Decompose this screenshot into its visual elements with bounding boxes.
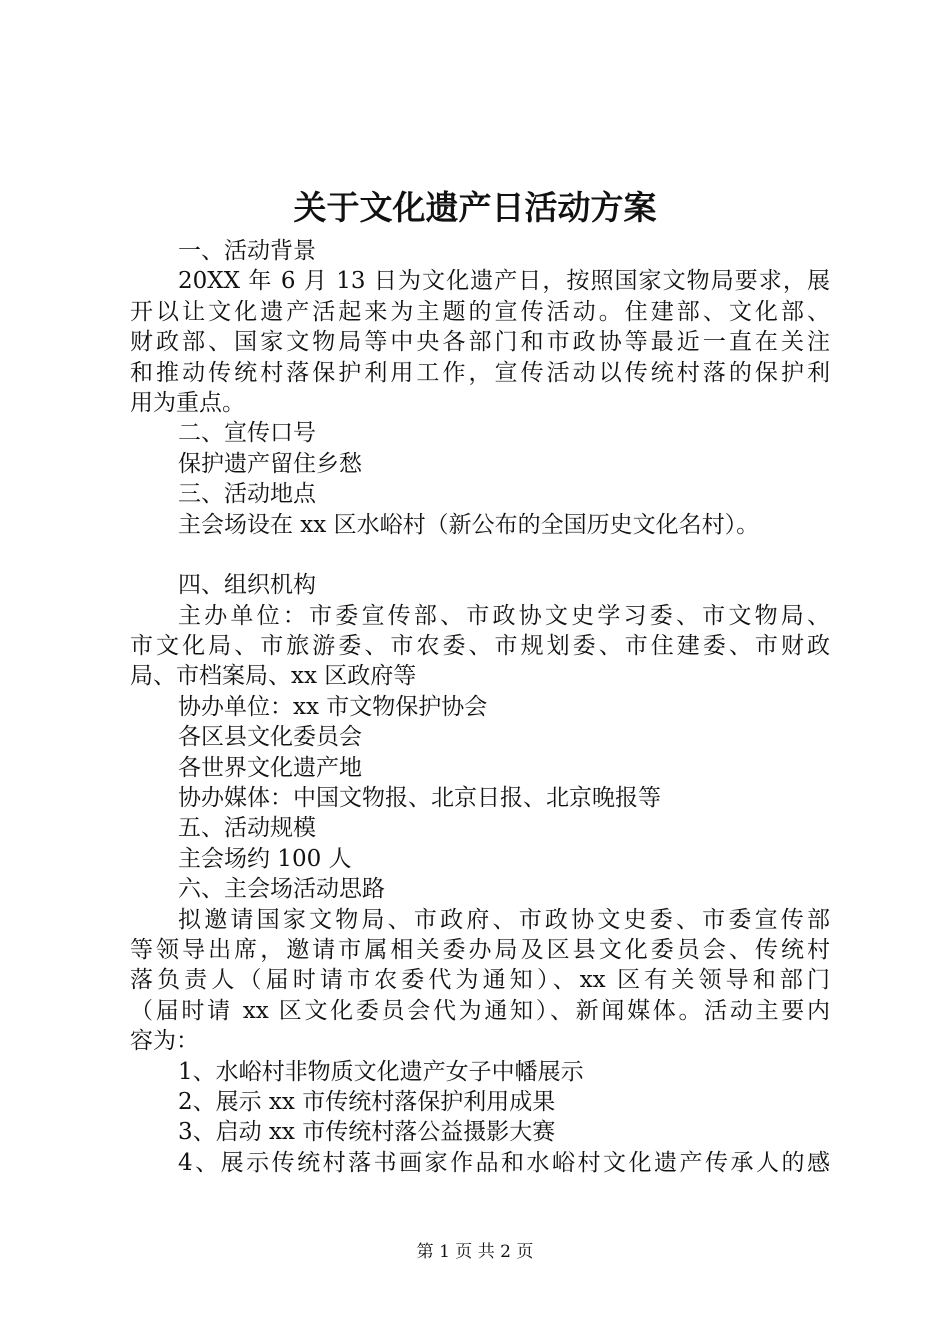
- document-body: [130, 236, 830, 1178]
- paragraph-line: 拟邀请国家文物局、市政府、市政协文史委、市委宣传部: [178, 906, 830, 933]
- section-heading-location: 三、活动地点: [178, 481, 316, 508]
- page-footer: 第 1 页 共 2 页: [416, 1242, 534, 1262]
- co-organizer-line: 各区县文化委员会: [178, 724, 362, 751]
- section-heading-background: 一、活动背景: [178, 238, 316, 264]
- section-heading-slogan: 二、宣传口号: [178, 420, 316, 447]
- paragraph-line: 财政部、国家文物局等中央各部门和市政协等最近一直在关注: [130, 329, 830, 356]
- paragraph-line: 用为重点。: [130, 389, 245, 416]
- list-item: 1、水峪村非物质文化遗产女子中幡展示: [178, 1058, 584, 1085]
- scale-text: 主会场约 100 人: [178, 845, 352, 872]
- paragraph-line: 落负责人（届时请市农委代为通知）、xx 区有关领导和部门: [130, 967, 830, 994]
- list-item: 4、展示传统村落书画家作品和水峪村文化遗产传承人的感: [178, 1149, 830, 1176]
- slogan-text: 保护遗产留住乡愁: [178, 450, 362, 477]
- location-text: 主会场设在 xx 区水峪村（新公布的全国历史文化名村）。: [178, 511, 760, 538]
- blank-line: [130, 540, 830, 570]
- paragraph-line: 20XX 年 6 月 13 日为文化遗产日，按照国家文物局要求，展: [178, 268, 830, 295]
- organizer-line: 主办单位：市委宣传部、市政协文史学习委、市文物局、: [178, 602, 830, 629]
- section-heading-plan: 六、主会场活动思路: [178, 876, 385, 903]
- list-item: 2、展示 xx 市传统村落保护利用成果: [178, 1088, 556, 1115]
- paragraph-line: （届时请 xx 区文化委员会代为通知）、新闻媒体。活动主要内: [130, 997, 830, 1024]
- organizer-line: 市文化局、市旅游委、市农委、市规划委、市住建委、市财政: [130, 633, 830, 660]
- paragraph-line: 开以让文化遗产活起来为主题的宣传活动。住建部、文化部、: [130, 298, 830, 325]
- list-item: 3、启动 xx 市传统村落公益摄影大赛: [178, 1119, 556, 1146]
- paragraph-line: 容为：: [130, 1028, 199, 1055]
- paragraph-line: 等领导出席，邀请市属相关委办局及区县文化委员会、传统村: [130, 936, 830, 963]
- paragraph-line: 和推动传统村落保护利用工作，宣传活动以传统村落的保护利: [130, 359, 830, 386]
- co-organizer-line: 协办单位：xx 市文物保护协会: [178, 693, 488, 720]
- section-heading-organization: 四、组织机构: [178, 572, 316, 599]
- document-title: 关于文化遗产日活动方案: [293, 188, 657, 227]
- organizer-line: 局、市档案局、xx 区政府等: [130, 663, 417, 690]
- section-heading-scale: 五、活动规模: [178, 815, 316, 842]
- co-organizer-line: 各世界文化遗产地: [178, 754, 362, 781]
- media-line: 协办媒体：中国文物报、北京日报、北京晚报等: [178, 785, 661, 812]
